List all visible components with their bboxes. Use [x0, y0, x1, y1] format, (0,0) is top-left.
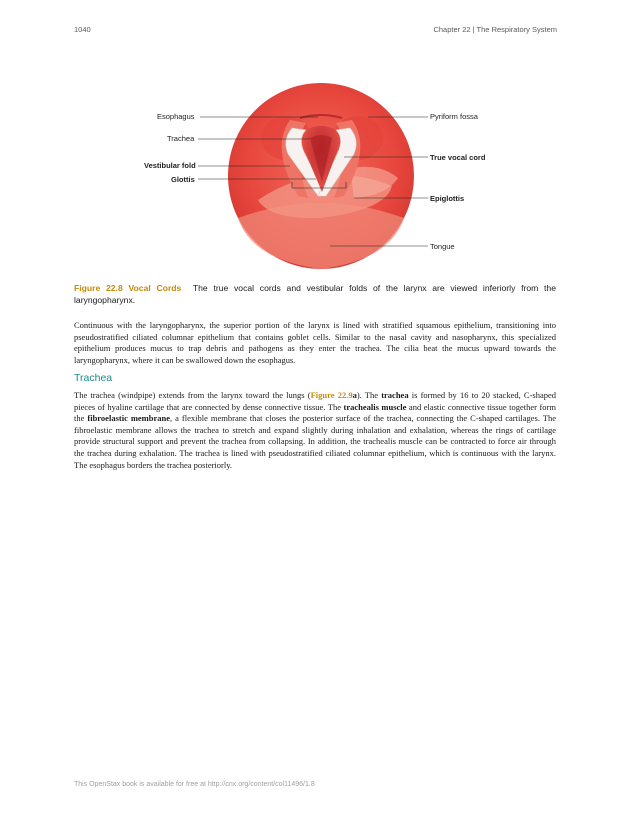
- figure-link-suffix: a: [352, 390, 357, 400]
- figure-link[interactable]: [311, 390, 357, 400]
- figure-link-label[interactable]: Figure 22.9: [310, 390, 353, 400]
- term-fibroelastic-membrane: fibroelastic membrane: [87, 413, 171, 424]
- term-trachealis-muscle: trachealis muscle: [343, 401, 407, 412]
- text-run: is formed by 16 to 20 stacked, C-shaped pieces of hyaline cartilage that are connected by dense connective tissue. The: [74, 390, 556, 412]
- label-esophagus: Esophagus: [157, 112, 195, 121]
- section-heading-trachea: Trachea: [74, 372, 113, 384]
- label-trachea: Trachea: [167, 134, 195, 143]
- caption-text: The true vocal cords and vestibular folds of the larynx are viewed inferiorly from the laryngopharynx.: [74, 283, 556, 305]
- label-pyriform-fossa: Pyriform fossa: [430, 112, 478, 121]
- vocal-cords-figure: [140, 78, 486, 273]
- text-run: and elastic connective tissue together form the: [74, 401, 556, 424]
- label-vestibular-fold: Vestibular fold: [144, 161, 196, 170]
- text-run: , a flexible membrane that closes the posterior surface of the trachea, connecting the C-shaped cartilages. The fibroelastic membrane allows the trachea to stretch and expand slightly during inhalation and exhalation, whereas the rings of cartilage provide structural support and prevent the trachea from collapsing. In addition, the trachealis muscle can be contracted to force air through the trachea during exhalation. The trachea is lined with pseudostratified ciliated columnar epithelium, which is continuous with the larynx. The esophagus borders the trachea posteriorly.: [74, 413, 556, 470]
- label-glottis: Glottis: [171, 175, 195, 184]
- text-run: The trachea (windpipe) extends from the larynx toward the lungs (: [74, 390, 311, 400]
- figure-caption: [74, 283, 556, 306]
- page-footer: This OpenStax book is available for free at http://cnx.org/content/col11496/1.8: [74, 781, 315, 788]
- page-number: 1040: [74, 25, 91, 34]
- text-run: ). The: [356, 390, 382, 400]
- term-trachea: trachea: [381, 390, 409, 400]
- paragraph-trachea: [74, 390, 556, 471]
- label-tongue: Tongue: [430, 242, 455, 251]
- label-true-vocal-cord: True vocal cord: [430, 153, 486, 162]
- figure-number: Figure 22.8 Vocal Cords: [74, 283, 182, 293]
- paragraph-larynx-epithelium: Continuous with the laryngopharynx, the superior portion of the larynx is lined with stratified squamous epithelium, transitioning into pseudostratified ciliated columnar epithelium that contains goblet cells. Similar to the nasal cavity and nasopharynx, this specialized epithelium produces mucus to trap debris and pathogens as they enter the trachea. The cilia beat the mucus upward towards the laryngopharynx, where it can be swallowed down the esophagus.: [74, 320, 556, 365]
- chapter-title: Chapter 22 | The Respiratory System: [433, 25, 557, 34]
- label-epiglottis: Epiglottis: [430, 194, 465, 203]
